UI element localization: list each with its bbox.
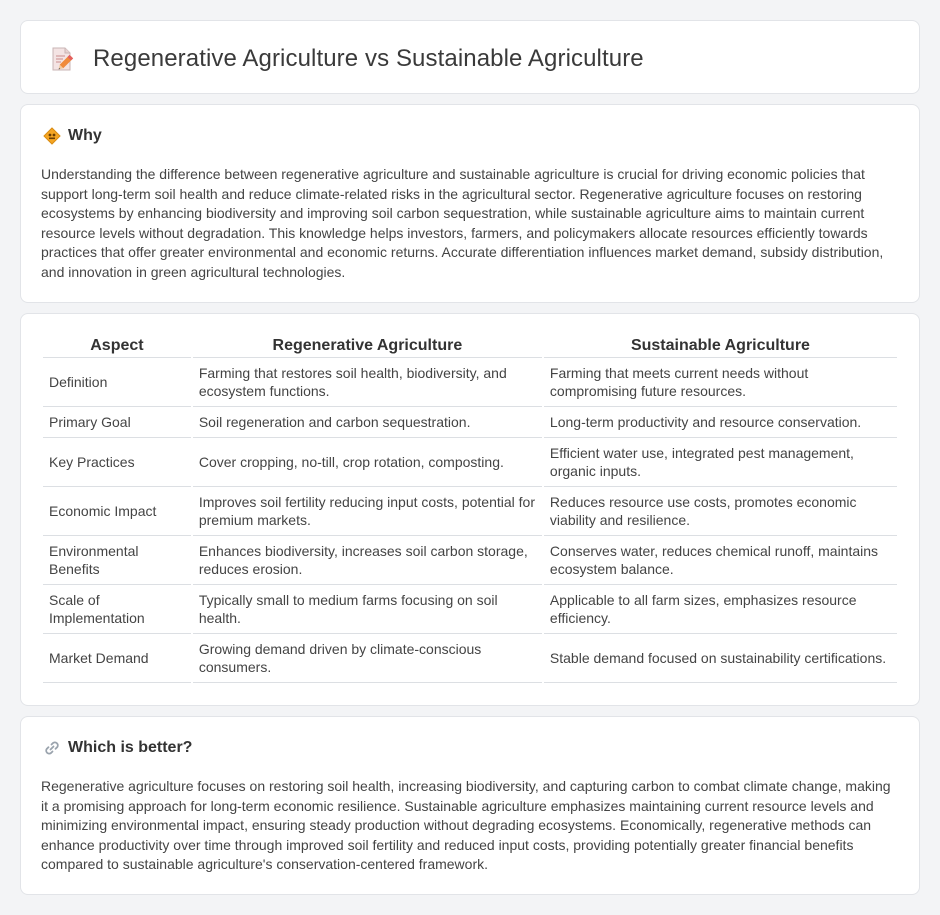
why-heading: Why <box>68 127 102 144</box>
row-sustainable: Applicable to all farm sizes, emphasizes resource efficiency. <box>544 585 897 634</box>
row-regenerative: Enhances biodiversity, increases soil carbon storage, reduces erosion. <box>193 536 542 585</box>
table-header-row <box>43 332 897 358</box>
comparison-card <box>20 313 920 706</box>
row-aspect: Primary Goal <box>43 407 191 438</box>
row-regenerative: Soil regeneration and carbon sequestration. <box>193 407 542 438</box>
document-pencil-icon <box>43 41 79 77</box>
title-row <box>43 41 644 77</box>
why-body: Understanding the difference between regenerative agriculture and sustainable agriculture is crucial for driving economic policies that support long-term soil health and reduce climate-related risks in the agricultural sector. Regenerative agriculture focuses on restoring ecosystems by enhancing biodiversity and improving soil carbon sequestration, while sustainable agriculture aims to maintain current resource levels without degradation. This knowledge helps investors, farmers, and policymakers allocate resources efficiently towards practices that offer greater environmental and economic returns. Accurate differentiation influences market demand, subsidy distribution, and innovation in green agricultural technologies. <box>41 166 884 280</box>
row-sustainable: Long-term productivity and resource conservation. <box>544 407 897 438</box>
link-icon <box>43 739 61 757</box>
table-row <box>43 536 897 585</box>
row-regenerative: Improves soil fertility reducing input costs, potential for premium markets. <box>193 487 542 536</box>
header-aspect: Aspect <box>43 332 191 358</box>
table-row <box>43 487 897 536</box>
title-card <box>20 20 920 94</box>
row-sustainable: Farming that meets current needs without compromising future resources. <box>544 358 897 407</box>
row-aspect: Scale of Implementation <box>43 585 191 634</box>
diamond-sign-icon <box>43 127 61 145</box>
why-card <box>20 104 920 303</box>
table-row <box>43 358 897 407</box>
table-row <box>43 438 897 487</box>
page-title: Regenerative Agriculture vs Sustainable Agriculture <box>93 45 644 72</box>
row-regenerative: Farming that restores soil health, biodiversity, and ecosystem functions. <box>193 358 542 407</box>
table-row <box>43 634 897 683</box>
row-aspect: Environmental Benefits <box>43 536 191 585</box>
row-aspect: Key Practices <box>43 438 191 487</box>
better-body: Regenerative agriculture focuses on restoring soil health, increasing biodiversity, and capturing carbon to combat climate change, making it a promising approach for long-term economic resilience. Sustainable agriculture emphasizes maintaining current resource levels and minimizing environmental impact, ensuring steady production without degrading ecosystems. Economically, regenerative methods can enhance productivity over time through improved soil fertility and reduced input costs, providing potentially greater financial benefits compared to sustainable agriculture's conservation-centered framework. <box>41 778 891 873</box>
comparison-table <box>41 332 899 683</box>
row-sustainable: Efficient water use, integrated pest management, organic inputs. <box>544 438 897 487</box>
better-heading: Which is better? <box>68 739 193 756</box>
row-aspect: Market Demand <box>43 634 191 683</box>
row-aspect: Economic Impact <box>43 487 191 536</box>
table-row <box>43 407 897 438</box>
better-card <box>20 716 920 895</box>
header-sustainable: Sustainable Agriculture <box>544 332 897 358</box>
row-regenerative: Cover cropping, no-till, crop rotation, composting. <box>193 438 542 487</box>
row-regenerative: Growing demand driven by climate-conscious consumers. <box>193 634 542 683</box>
better-heading-row <box>43 739 192 757</box>
table-row <box>43 585 897 634</box>
row-regenerative: Typically small to medium farms focusing on soil health. <box>193 585 542 634</box>
row-sustainable: Conserves water, reduces chemical runoff, maintains ecosystem balance. <box>544 536 897 585</box>
header-regenerative: Regenerative Agriculture <box>193 332 542 358</box>
why-heading-row <box>43 127 102 145</box>
row-sustainable: Stable demand focused on sustainability certifications. <box>544 634 897 683</box>
row-sustainable: Reduces resource use costs, promotes economic viability and resilience. <box>544 487 897 536</box>
row-aspect: Definition <box>43 358 191 407</box>
